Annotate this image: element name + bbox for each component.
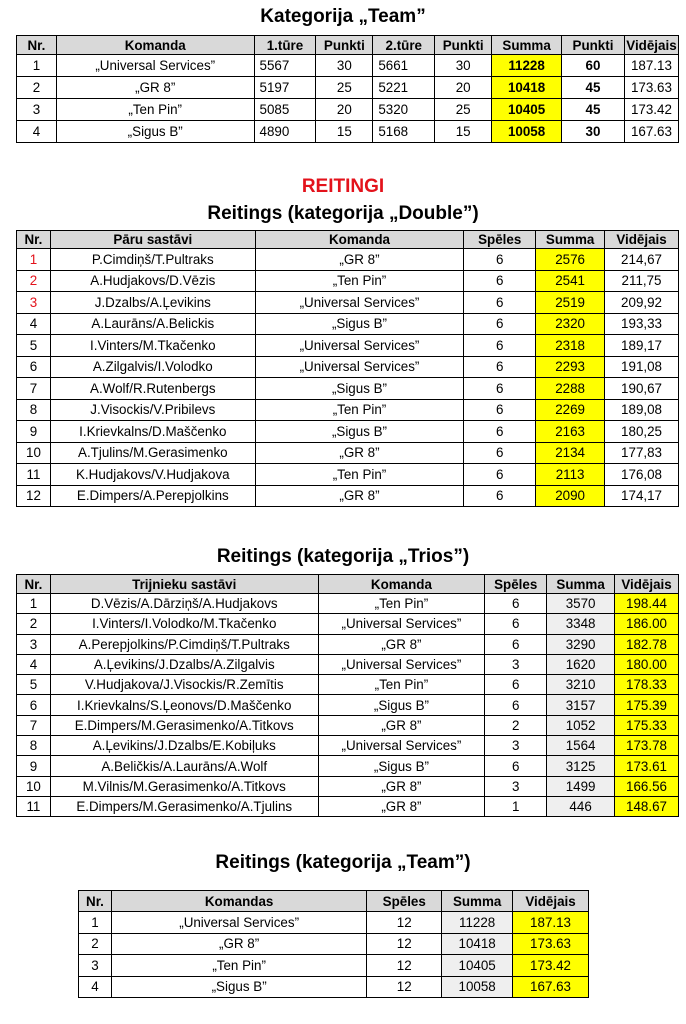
double-rating-table [16,230,679,507]
team-cell: „Ten Pin” [56,99,254,121]
rank-cell: 8 [17,399,51,421]
rank-cell: 2 [17,270,51,292]
sum-cell: 2519 [536,292,605,314]
trio-cell: E.Dimpers/M.Gerasimenko/A.Titkovs [50,715,318,735]
table-row [79,955,589,977]
points1-cell: 15 [316,121,373,143]
rank-cell: 11 [17,464,51,486]
header-cell: Punkti [562,36,625,55]
average-cell: 175.39 [615,695,679,715]
average-cell: 148.67 [615,796,679,816]
average-cell: 175.33 [615,715,679,735]
team-cell: „Sigus B” [56,121,254,143]
average-cell: 177,83 [605,442,679,464]
sum-cell: 2090 [536,485,605,507]
sum-cell: 2541 [536,270,605,292]
games-cell: 12 [367,976,442,998]
pair-cell: A.Hudjakovs/D.Vēzis [50,270,255,292]
team-cell: „GR 8” [255,485,464,507]
sum-cell: 3157 [547,695,615,715]
sum-cell: 11228 [442,912,513,934]
table-row [17,485,679,507]
header-cell: Vidējais [615,575,679,594]
rank-cell: 3 [17,634,51,654]
points2-cell: 25 [435,99,492,121]
header-cell: Spēles [367,891,442,912]
trio-cell: A.Ļevikins/J.Dzalbs/E.Kobiļuks [50,736,318,756]
total-points-cell: 60 [562,55,625,77]
average-cell: 211,75 [605,270,679,292]
average-cell: 180,25 [605,421,679,443]
header-cell: Nr. [17,36,57,55]
average-cell: 193,33 [605,313,679,335]
games-cell: 6 [464,378,536,400]
average-cell: 176,08 [605,464,679,486]
rank-cell: 4 [79,976,112,998]
average-cell: 173.42 [624,99,678,121]
table-row [17,249,679,271]
table-row [17,121,679,143]
average-cell: 187.13 [513,912,589,934]
trio-cell: D.Vēzis/A.Dārziņš/A.Hudjakovs [50,594,318,614]
team-cell: „Ten Pin” [318,594,485,614]
team-cell: „Universal Services” [56,55,254,77]
header-cell: 1.tūre [254,36,316,55]
games-cell: 3 [485,736,547,756]
header-cell: Pāru sastāvi [50,231,255,249]
team-cell: „Sigus B” [318,756,485,776]
average-cell: 180.00 [615,654,679,674]
games-cell: 2 [485,715,547,735]
table-row [17,356,679,378]
team-cell: „GR 8” [318,776,485,796]
header-cell: Summa [536,231,605,249]
rank-cell: 7 [17,715,51,735]
header-cell: Trijnieku sastāvi [50,575,318,594]
rank-cell: 10 [17,442,51,464]
trio-cell: A.Beličkis/A.Laurāns/A.Wolf [50,756,318,776]
table-header-row [17,575,679,594]
sum-cell: 11228 [492,55,562,77]
team-cell: „Universal Services” [318,736,485,756]
header-cell: 2.tūre [373,36,435,55]
rank-cell: 9 [17,756,51,776]
round1-cell: 4890 [254,121,316,143]
table-header-row [17,36,679,55]
team-cell: „GR 8” [111,933,366,955]
table-row [79,912,589,934]
total-points-cell: 45 [562,99,625,121]
header-cell: Nr. [17,231,51,249]
sum-cell: 2269 [536,399,605,421]
sum-cell: 10405 [442,955,513,977]
sum-cell: 3125 [547,756,615,776]
average-cell: 182.78 [615,634,679,654]
team-cell: „Ten Pin” [255,399,464,421]
table-row [17,399,679,421]
round1-cell: 5085 [254,99,316,121]
table-row [17,776,679,796]
table-row [17,594,679,614]
table-row [17,736,679,756]
sum-cell: 10405 [492,99,562,121]
team-cell: „Ten Pin” [255,270,464,292]
round1-cell: 5197 [254,77,316,99]
trio-cell: A.Perepjolkins/P.Cimdiņš/T.Pultraks [50,634,318,654]
table-header-row [79,891,589,912]
pair-cell: I.Vinters/M.Tkačenko [50,335,255,357]
rank-cell: 2 [79,933,112,955]
team-cell: „GR 8” [318,796,485,816]
average-cell: 167.63 [513,976,589,998]
team-results-table [16,35,679,143]
rank-cell: 2 [17,614,51,634]
team-cell: „Sigus B” [255,378,464,400]
points2-cell: 15 [435,121,492,143]
average-cell: 173.63 [624,77,678,99]
average-cell: 186.00 [615,614,679,634]
trio-cell: V.Hudjakova/J.Visockis/R.Zemītis [50,675,318,695]
sum-cell: 2113 [536,464,605,486]
table-header-row [17,231,679,249]
sum-cell: 2318 [536,335,605,357]
table-row [17,715,679,735]
table-row [17,335,679,357]
average-cell: 173.42 [513,955,589,977]
pair-cell: J.Dzalbs/A.Ļevikins [50,292,255,314]
games-cell: 6 [485,756,547,776]
average-cell: 189,08 [605,399,679,421]
pair-cell: A.Tjulins/M.Gerasimenko [50,442,255,464]
table-row [17,614,679,634]
header-cell: Nr. [79,891,112,912]
header-cell: Summa [547,575,615,594]
games-cell: 12 [367,955,442,977]
games-cell: 6 [464,485,536,507]
trios-rating-table [16,574,679,817]
average-cell: 167.63 [624,121,678,143]
team-cell: „Universal Services” [255,356,464,378]
section-title: REITINGI [301,176,385,197]
points2-cell: 20 [435,77,492,99]
header-cell: Komanda [56,36,254,55]
team-cell: „Universal Services” [111,912,366,934]
sum-cell: 3570 [547,594,615,614]
average-cell: 189,17 [605,335,679,357]
total-points-cell: 45 [562,77,625,99]
sum-cell: 10418 [492,77,562,99]
sum-cell: 1620 [547,654,615,674]
team-rating-title: Reitings (kategorija „Team”) [215,852,471,873]
average-cell: 191,08 [605,356,679,378]
header-cell: Komandas [111,891,366,912]
trio-cell: I.Krievkalns/S.Ļeonovs/D.Maščenko [50,695,318,715]
sum-cell: 3348 [547,614,615,634]
pair-cell: K.Hudjakovs/V.Hudjakova [50,464,255,486]
round2-cell: 5221 [373,77,435,99]
team-cell: „GR 8” [255,442,464,464]
games-cell: 6 [464,464,536,486]
table-row [17,756,679,776]
table-row [17,55,679,77]
sum-cell: 1052 [547,715,615,735]
header-cell: Summa [492,36,562,55]
rank-cell: 6 [17,356,51,378]
games-cell: 6 [464,292,536,314]
pair-cell: A.Zilgalvis/I.Volodko [50,356,255,378]
games-cell: 3 [485,776,547,796]
sum-cell: 10058 [442,976,513,998]
header-cell: Vidējais [605,231,679,249]
double-rating-title: Reitings (kategorija „Double”) [207,203,479,224]
rank-cell: 4 [17,654,51,674]
team-results-title: Kategorija „Team” [260,6,426,27]
sum-cell: 3210 [547,675,615,695]
games-cell: 12 [367,912,442,934]
rank-cell: 4 [17,121,57,143]
games-cell: 3 [485,654,547,674]
trio-cell: I.Vinters/I.Volodko/M.Tkačenko [50,614,318,634]
header-cell: Vidējais [626,37,677,53]
team-cell: „Sigus B” [255,313,464,335]
pair-cell: P.Cimdiņš/T.Pultraks [50,249,255,271]
rank-cell: 10 [17,776,51,796]
average-cell: 166.56 [615,776,679,796]
rank-cell: 11 [17,796,51,816]
table-row [17,796,679,816]
games-cell: 6 [464,313,536,335]
games-cell: 6 [464,335,536,357]
average-cell: 173.63 [513,933,589,955]
rank-cell: 4 [17,313,51,335]
sum-cell: 3290 [547,634,615,654]
table-row [17,99,679,121]
average-cell: 178.33 [615,675,679,695]
rank-cell: 2 [17,77,57,99]
header-cell: Nr. [17,575,51,594]
sum-cell: 10418 [442,933,513,955]
points1-cell: 30 [316,55,373,77]
rank-cell: 1 [17,249,51,271]
games-cell: 6 [464,356,536,378]
rank-cell: 12 [17,485,51,507]
table-row [17,421,679,443]
sum-cell: 10058 [492,121,562,143]
rank-cell: 8 [17,736,51,756]
sum-cell: 2288 [536,378,605,400]
sum-cell: 446 [547,796,615,816]
average-cell: 173.61 [615,756,679,776]
rank-cell: 5 [17,675,51,695]
total-points-cell: 30 [562,121,625,143]
rank-cell: 9 [17,421,51,443]
rank-cell: 3 [17,99,57,121]
team-rating-table [78,890,589,998]
header-cell: Komanda [255,231,464,249]
average-cell: 187.13 [624,55,678,77]
round2-cell: 5320 [373,99,435,121]
header-cell: Vidējais [513,891,589,912]
table-row [17,634,679,654]
team-cell: „GR 8” [318,715,485,735]
points1-cell: 20 [316,99,373,121]
team-cell: „GR 8” [56,77,254,99]
team-cell: „Ten Pin” [111,955,366,977]
rank-cell: 1 [17,55,57,77]
header-cell: Komanda [318,575,485,594]
header-cell: Spēles [464,231,536,249]
round2-cell: 5661 [373,55,435,77]
team-cell: „Universal Services” [318,614,485,634]
table-row [17,313,679,335]
table-row [17,292,679,314]
average-cell: 190,67 [605,378,679,400]
points1-cell: 25 [316,77,373,99]
games-cell: 6 [464,249,536,271]
header-cell: Summa [442,891,513,912]
table-row [17,675,679,695]
games-cell: 6 [464,270,536,292]
trio-cell: M.Vilnis/M.Gerasimenko/A.Titkovs [50,776,318,796]
pair-cell: J.Visockis/V.Pribilevs [50,399,255,421]
games-cell: 6 [485,594,547,614]
table-row [17,270,679,292]
rank-cell: 3 [79,955,112,977]
pair-cell: E.Dimpers/A.Perepjolkins [50,485,255,507]
sum-cell: 1499 [547,776,615,796]
header-cell: Punkti [316,36,373,55]
rank-cell: 3 [17,292,51,314]
table-row [17,442,679,464]
team-cell: „GR 8” [255,249,464,271]
sum-cell: 2293 [536,356,605,378]
team-cell: „Ten Pin” [255,464,464,486]
table-row [17,654,679,674]
games-cell: 6 [485,695,547,715]
pair-cell: A.Laurāns/A.Belickis [50,313,255,335]
average-cell: 209,92 [605,292,679,314]
points2-cell: 30 [435,55,492,77]
table-row [79,933,589,955]
trios-rating-title: Reitings (kategorija „Trios”) [216,546,470,567]
team-cell: „Sigus B” [318,695,485,715]
team-cell: „GR 8” [318,634,485,654]
pair-cell: I.Krievkalns/D.Maščenko [50,421,255,443]
team-cell: „Ten Pin” [318,675,485,695]
games-cell: 6 [464,399,536,421]
team-cell: „Universal Services” [255,292,464,314]
sum-cell: 2134 [536,442,605,464]
trio-cell: A.Ļevikins/J.Dzalbs/A.Zilgalvis [50,654,318,674]
average-cell: 174,17 [605,485,679,507]
table-row [17,77,679,99]
rank-cell: 5 [17,335,51,357]
header-cell: Punkti [435,36,492,55]
rank-cell: 1 [17,594,51,614]
games-cell: 6 [464,421,536,443]
table-row [17,464,679,486]
sum-cell: 1564 [547,736,615,756]
table-row [79,976,589,998]
average-cell: 173.78 [615,736,679,756]
rank-cell: 7 [17,378,51,400]
games-cell: 1 [485,796,547,816]
rank-cell: 6 [17,695,51,715]
sum-cell: 2320 [536,313,605,335]
average-cell: 198.44 [615,594,679,614]
header-cell: Spēles [485,575,547,594]
rank-cell: 1 [79,912,112,934]
team-cell: „Universal Services” [255,335,464,357]
average-cell: 214,67 [605,249,679,271]
team-cell: „Sigus B” [255,421,464,443]
sum-cell: 2576 [536,249,605,271]
table-row [17,695,679,715]
games-cell: 6 [464,442,536,464]
table-row [17,378,679,400]
sum-cell: 2163 [536,421,605,443]
trio-cell: E.Dimpers/M.Gerasimenko/A.Tjulins [50,796,318,816]
games-cell: 6 [485,614,547,634]
team-cell: „Sigus B” [111,976,366,998]
games-cell: 12 [367,933,442,955]
games-cell: 6 [485,634,547,654]
pair-cell: A.Wolf/R.Rutenbergs [50,378,255,400]
games-cell: 6 [485,675,547,695]
team-cell: „Universal Services” [318,654,485,674]
round2-cell: 5168 [373,121,435,143]
round1-cell: 5567 [254,55,316,77]
